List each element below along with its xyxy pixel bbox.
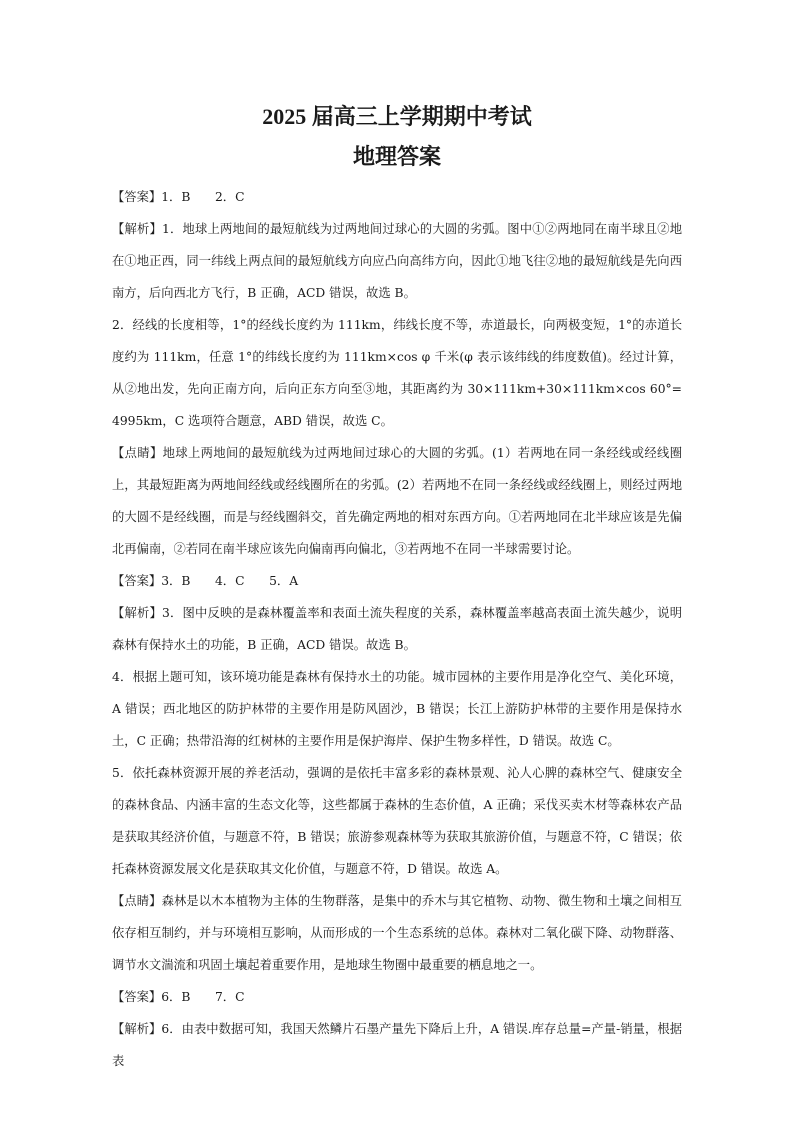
answer-text: 3．B 4．C 5．A <box>161 574 299 588</box>
analysis-text: 3．图中反映的是森林覆盖率和表面土流失程度的关系，森林覆盖率越高表面土流失越少，说明森林有保持水土的功能，B 正确，ACD 错误。故选 B。 <box>112 606 682 652</box>
analysis-paragraph <box>112 1013 682 1077</box>
body-paragraph <box>112 661 682 757</box>
analysis-tag: 【解析】 <box>112 1022 162 1036</box>
answer-line <box>112 181 682 213</box>
body-text: 2．经线的长度相等，1°的经线长度约为 111km，纬线长度不等，赤道最长，向两极变短，1°的赤道长度约为 111km，任意 1°的纬线长度约为 111km×cos φ 千米(φ 表示该纬线的纬度数值)。经过计算，从②地出发，先向正南方向，后向正东方向至③地，其距离约为 30×111km+30×111km×cos 60°=4995km，C 选项符合题意，ABD 错误，故选 C。 <box>112 318 682 428</box>
analysis-paragraph <box>112 213 682 309</box>
answer-tag: 【答案】 <box>112 190 162 204</box>
point-tag: 【点睛】 <box>112 446 163 460</box>
answer-line <box>112 565 682 597</box>
point-tag: 【点睛】 <box>112 894 162 908</box>
answer-content <box>112 181 682 1077</box>
analysis-text: 1．地球上两地间的最短航线为过两地间过球心的大圆的劣弧。图中①②两地同在南半球且②地在①地正西，同一纬线上两点间的最短航线方向应凸向高纬方向，因此①地飞往②地的最短航线是先向西南方，后向西北方飞行，B 正确，ACD 错误，故选 B。 <box>112 222 682 300</box>
point-text: 森林是以木本植物为主体的生物群落，是集中的乔木与其它植物、动物、微生物和土壤之间相互依存相互制约，并与环境相互影响，从而形成的一个生态系统的总体。森林对二氧化碳下降、动物群落、调节水文湍流和巩固土壤起着重要作用，是地球生物圈中最重要的栖息地之一。 <box>112 894 682 972</box>
answer-text: 1．B 2．C <box>161 190 245 204</box>
answer-text: 6．B 7．C <box>161 990 245 1004</box>
analysis-text: 6．由表中数据可知，我国天然鳞片石墨产量先下降后上升，A 错误.库存总量=产量-销量，根据表 <box>112 1022 682 1068</box>
body-paragraph <box>112 309 682 437</box>
point-paragraph <box>112 885 682 981</box>
analysis-tag: 【解析】 <box>112 606 162 620</box>
point-paragraph <box>112 437 682 565</box>
page-subtitle: 地理答案 <box>352 145 441 170</box>
body-text: 5．依托森林资源开展的养老活动，强调的是依托丰富多彩的森林景观、沁人心脾的森林空气、健康安全的森林食品、内涵丰富的生态文化等，这些都属于森林的生态价值，A 正确；采伐买卖木材等森林农产品是获取其经济价值，与题意不符，B 错误；旅游参观森林等为获取其旅游价值，与题意不符，C 错误；依托森林资源发展文化是获取其文化价值，与题意不符，D 错误。故选 A。 <box>112 766 682 876</box>
answer-line <box>112 981 682 1013</box>
point-text: 地球上两地间的最短航线为过两地间过球心的大圆的劣弧。(1）若两地在同一条经线或经线圈上，其最短距离为两地间经线或经线圈所在的劣弧。(2）若两地不在同一条经线或经线圈上，则经过两地的大圆不是经线圈，而是与经线圈斜交，首先确定两地的相对东西方向。①若两地同在北半球应该是先偏北再偏南，②若同在南半球应该先向偏南再向偏北，③若两地不在同一半球需要讨论。 <box>112 446 682 556</box>
analysis-paragraph <box>112 597 682 661</box>
analysis-tag: 【解析】 <box>112 222 162 236</box>
answer-tag: 【答案】 <box>112 574 162 588</box>
body-paragraph <box>112 757 682 885</box>
page-title: 2025 届高三上学期期中考试 <box>262 104 532 129</box>
answer-tag: 【答案】 <box>112 990 162 1004</box>
body-text: 4．根据上题可知，该环境功能是森林有保持水土的功能。城市园林的主要作用是净化空气、美化环境，A 错误；西北地区的防护林带的主要作用是防风固沙，B 错误；长江上游防护林带的主要作用是保持水土，C 正确；热带沿海的红树林的主要作用是保护海岸、保护生物多样性，D 错误。故选 C。 <box>112 670 682 748</box>
